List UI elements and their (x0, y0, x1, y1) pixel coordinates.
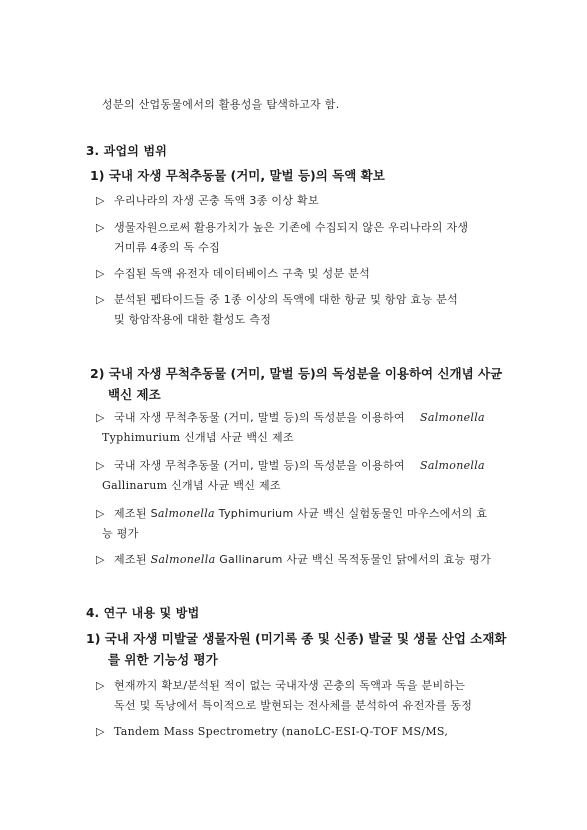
bullet-glyph: ▷ (96, 411, 105, 424)
list-item-continuation: 거미류 4종의 독 수집 (114, 241, 221, 254)
bullet-glyph: ▷ (96, 267, 105, 280)
list-item: ▷ 국내 자생 무척추동물 (거미, 말벌 등)의 독성분을 이용하여 Salmonella (96, 411, 485, 424)
section-3-title: 3. 과업의 범위 (86, 144, 168, 158)
section-3-sub-1-title: 1) 국내 자생 무척추동물 (거미, 말벌 등)의 독액 확보 (90, 168, 385, 183)
list-item-continuation: 능 평가 (102, 527, 139, 540)
bullet-glyph: ▷ (96, 293, 105, 306)
section-3-sub-2-title-cont: 백신 제조 (108, 387, 161, 402)
list-item-continuation: 독선 및 독낭에서 특이적으로 발현되는 전사체를 분석하여 유전자를 동정 (114, 699, 473, 712)
section-4-title: 4. 연구 내용 및 방법 (86, 606, 200, 620)
list-item: ▷ 제조된 Salmonella Typhimurium 사균 백신 실험동물인 마우스에서의 효 (96, 507, 488, 520)
list-item: ▷ 제조된 Salmonella Gallinarum 사균 백신 목적동물인 닭에서의 효능 평가 (96, 553, 492, 566)
list-item: ▷ 국내 자생 무척추동물 (거미, 말벌 등)의 독성분을 이용하여 Salmonella (96, 459, 485, 472)
list-item: ▷ 수집된 독액 유전자 데이터베이스 구축 및 성분 분석 (96, 267, 371, 280)
list-item: ▷ 현재까지 확보/분석된 적이 없는 국내자생 곤충의 독액과 독을 분비하는 (96, 679, 466, 692)
list-item-continuation: Gallinarum 신개념 사균 백신 제조 (102, 479, 281, 492)
section-4-sub-1-title-cont: 를 위한 기능성 평가 (108, 652, 218, 667)
list-item: ▷ 생물자원으로써 활용가치가 높은 기존에 수집되지 않은 우리나라의 자생 (96, 221, 469, 234)
bullet-glyph: ▷ (96, 507, 105, 520)
bullet-glyph: ▷ (96, 553, 105, 566)
bullet-glyph: ▷ (96, 194, 105, 207)
list-item: ▷ 분석된 펩타이드들 중 1종 이상의 독액에 대한 항균 및 항암 효능 분석 (96, 293, 459, 306)
section-3-sub-2-title: 2) 국내 자생 무척추동물 (거미, 말벌 등)의 독성분을 이용하여 신개념 사균 (90, 366, 503, 381)
list-item: ▷ Tandem Mass Spectrometry (nanoLC-ESI-Q-TOF MS/MS, (96, 725, 449, 738)
section-4-sub-1-title: 1) 국내 자생 미발굴 생물자원 (미기록 종 및 신종) 발굴 및 생물 산업 소재화 (86, 631, 507, 646)
intro-line: 성분의 산업동물에서의 활용성을 탐색하고자 함. (102, 98, 340, 111)
bullet-glyph: ▷ (96, 459, 105, 472)
bullet-glyph: ▷ (96, 679, 105, 692)
bullet-glyph: ▷ (96, 221, 105, 234)
list-item-continuation: 및 항암작용에 대한 활성도 측정 (114, 313, 272, 326)
list-item: ▷ 우리나라의 자생 곤충 독액 3종 이상 확보 (96, 194, 319, 207)
list-item-continuation: Typhimurium 신개념 사균 백신 제조 (102, 431, 294, 444)
bullet-glyph: ▷ (96, 725, 105, 738)
